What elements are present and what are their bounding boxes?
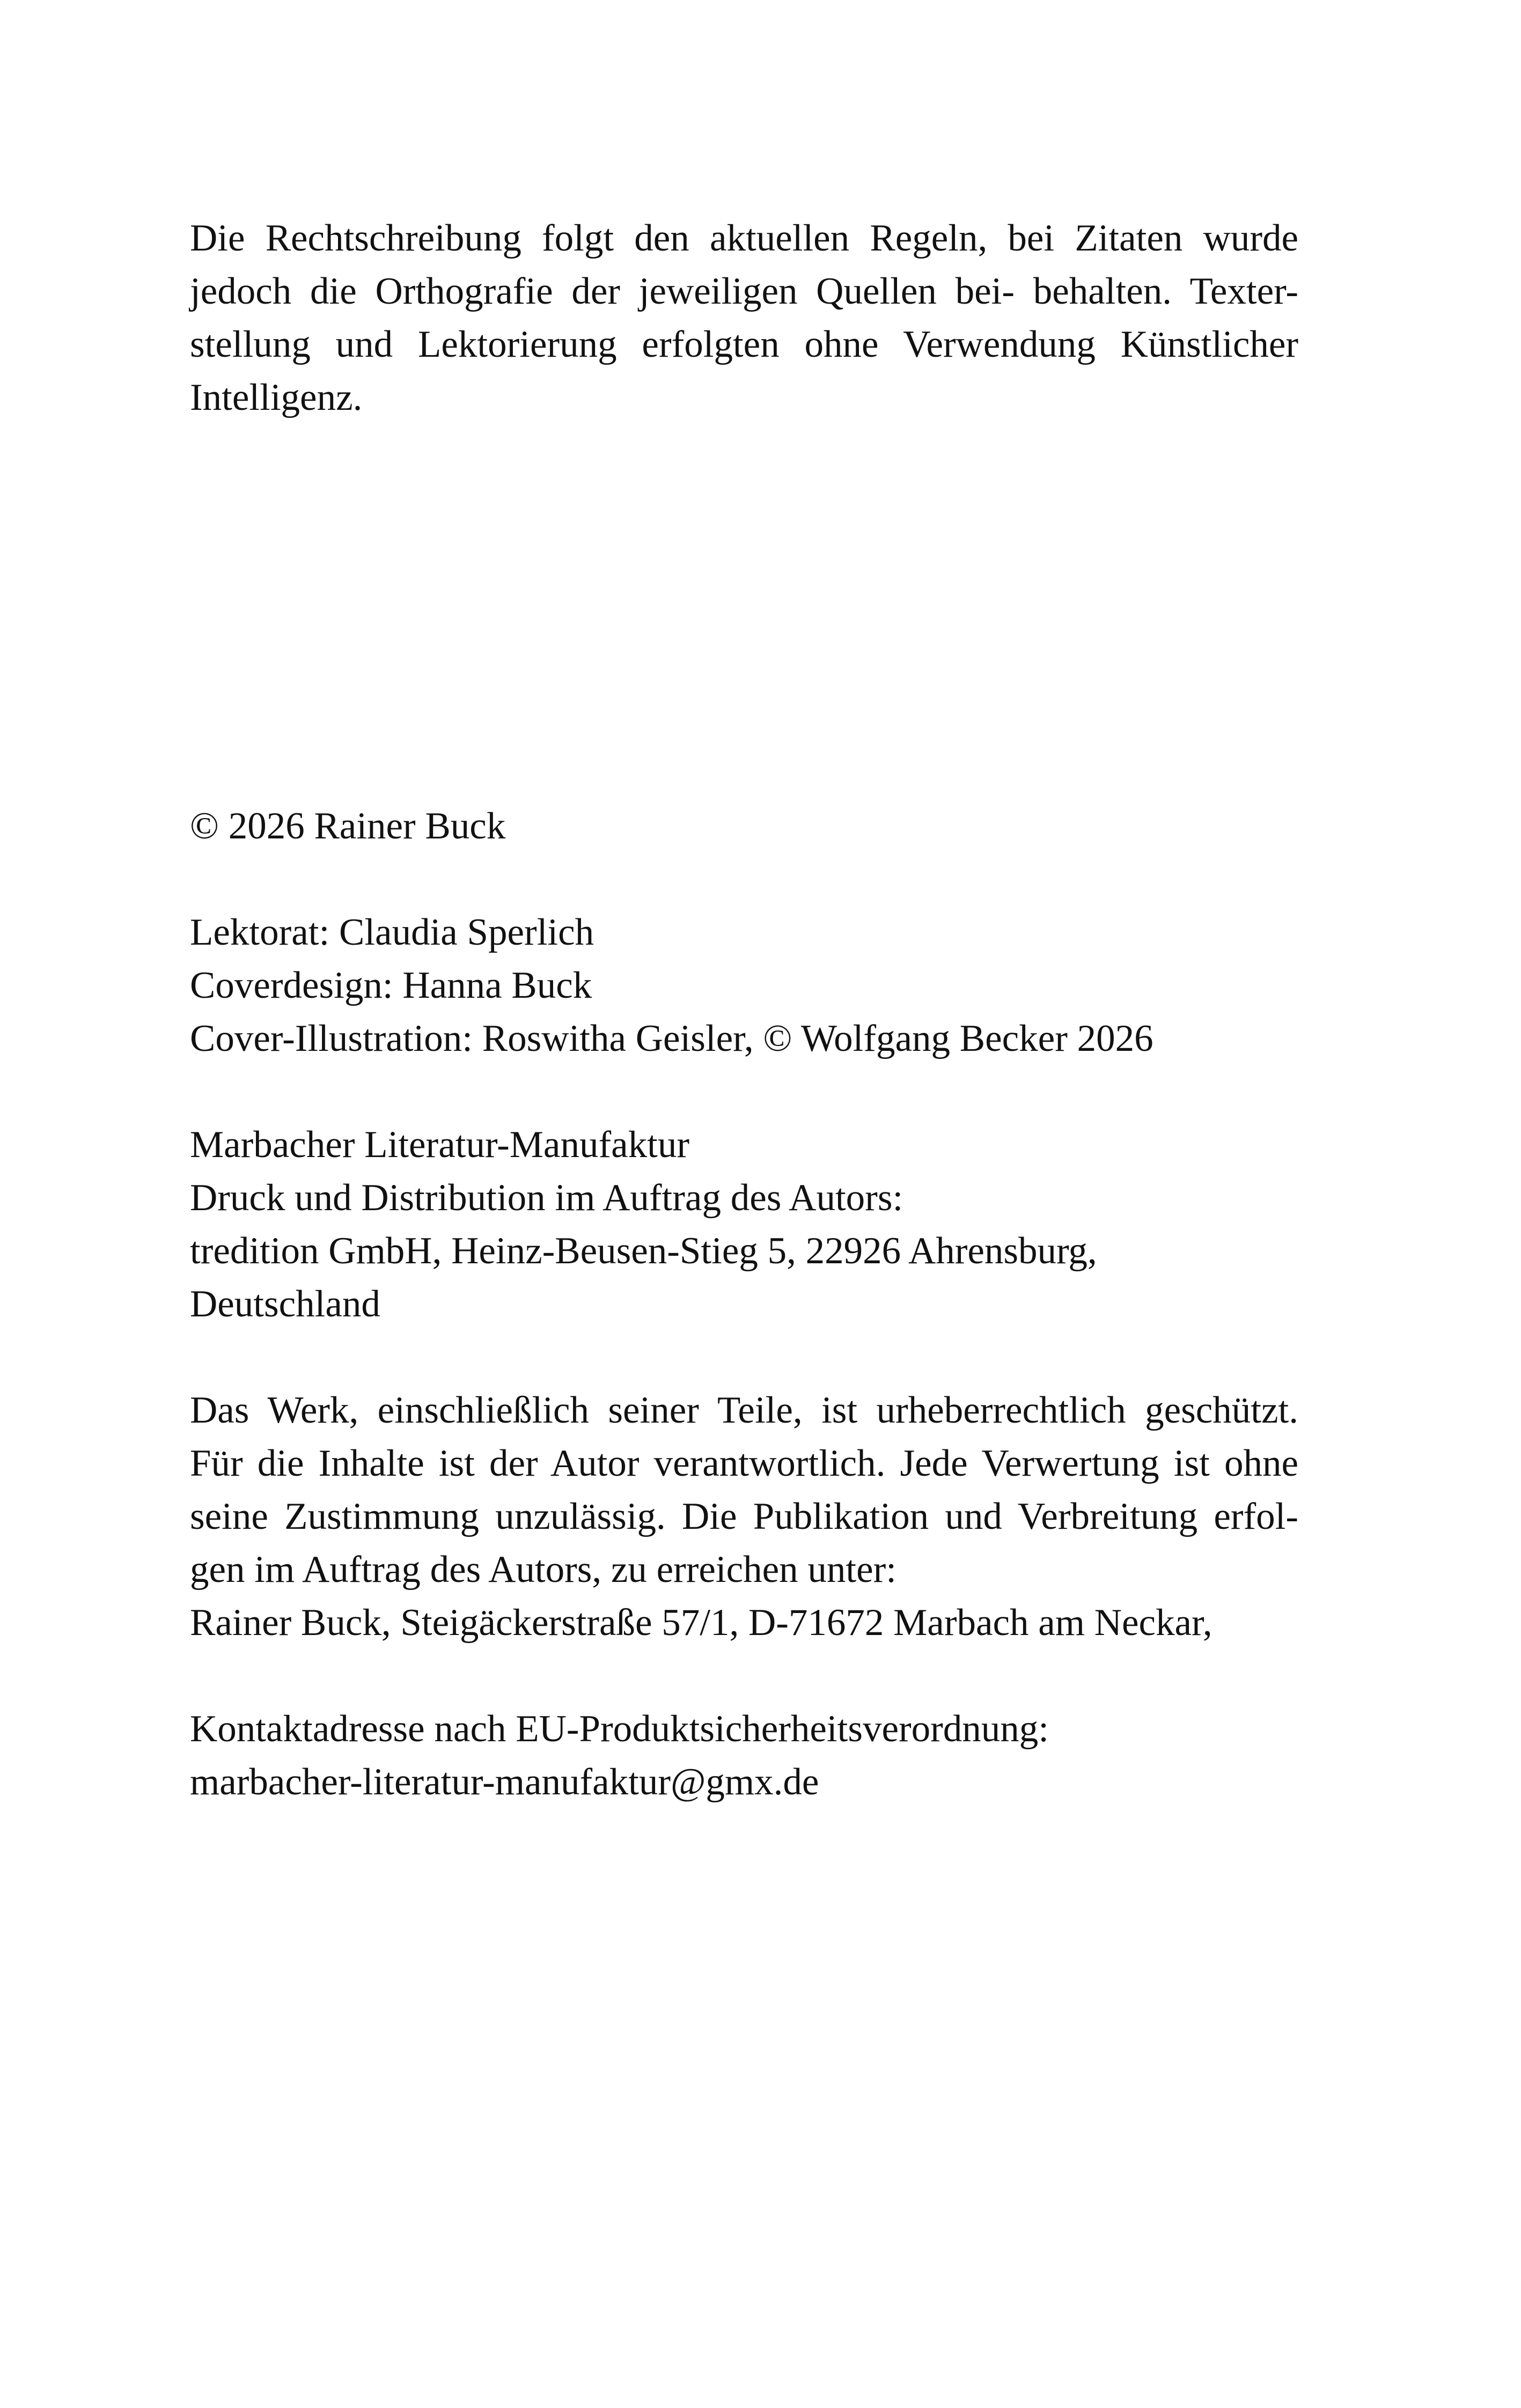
copyright-line: © 2026 Rainer Buck [190,805,506,847]
spacer [190,1065,1298,1118]
notice-line: Die Rechtschreibung folgt den aktuellen Regeln, bei Zitaten wurde [190,217,1298,259]
orthography-notice [190,212,1298,424]
rights-line: seine Zustimmung unzulässig. Die Publikation und Verbreitung erfol- [190,1496,1298,1537]
publisher-name: Marbacher Literatur-Manufaktur [190,1124,689,1166]
editor-credit: Lektorat: Claudia Sperlich [190,911,594,953]
spacer [190,1331,1298,1384]
rights-line: Rainer Buck, Steigäckerstraße 57/1, D-71672 Marbach am Neckar, [190,1602,1213,1644]
publisher-block [190,1118,1298,1331]
spacer [190,424,1298,800]
spacer [190,853,1298,906]
copyright-notice [190,800,1298,853]
contact-label: Kontaktadresse nach EU-Produktsicherheitsverordnung: [190,1708,1049,1750]
spacer [190,1649,1298,1703]
cover-design-credit: Coverdesign: Hanna Buck [190,964,592,1006]
notice-line: jedoch die Orthografie der jeweiligen Quellen bei- behalten. Texter- [190,270,1298,312]
rights-line: Für die Inhalte ist der Autor verantwortlich. Jede Verwertung ist ohne [190,1442,1298,1484]
cover-illustration-credit: Cover-Illustration: Roswitha Geisler, © Wolfgang Becker 2026 [190,1018,1153,1059]
contact-block [190,1703,1298,1809]
distribution-note: Druck und Distribution im Auftrag des Autors: [190,1177,903,1219]
distributor-address: tredition GmbH, Heinz-Beusen-Stieg 5, 22926 Ahrensburg, [190,1230,1097,1272]
notice-line: stellung und Lektorierung erfolgten ohne Verwendung Künstlicher [190,323,1298,365]
rights-line: Das Werk, einschließlich seiner Teile, ist urheberrechtlich geschützt. [190,1389,1298,1431]
distributor-country: Deutschland [190,1283,380,1325]
contact-email: marbacher-literatur-manufaktur@gmx.de [190,1761,819,1803]
notice-line: Intelligenz. [190,377,363,418]
rights-line: gen im Auftrag des Autors, zu erreichen unter: [190,1549,897,1590]
imprint-page [190,212,1298,1809]
credits-block [190,906,1298,1065]
rights-notice [190,1384,1298,1649]
